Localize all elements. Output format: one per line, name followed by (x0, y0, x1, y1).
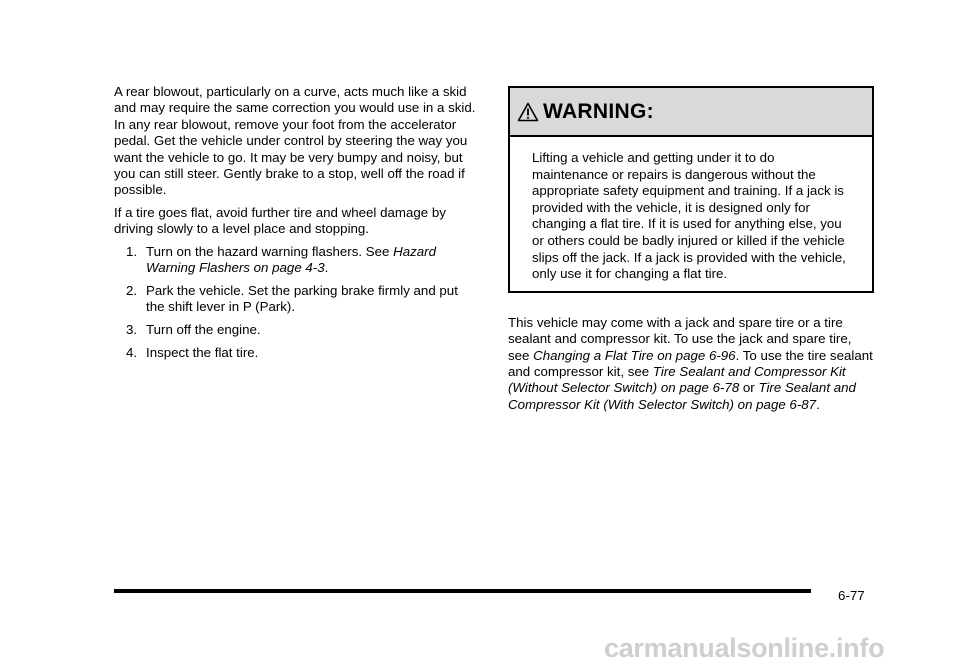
warning-box (508, 86, 874, 293)
right-column (508, 86, 874, 413)
rear-blowout-paragraph: A rear blowout, particularly on a curve, acts much like a skid and may require the same correction you would use in a skid. In any rear blowout, remove your foot from the accelerator pedal. Get the vehicle under control by steering the way you want the vehicle to go. It may be very bumpy and noisy, but you can still steer. Gently brake to a stop, well off the road if possible. (114, 84, 476, 198)
step-number: 4. (126, 345, 138, 361)
text-span: . (816, 396, 820, 412)
steps-list (114, 244, 476, 362)
step-text: Inspect the flat tire. (146, 345, 259, 361)
step-number: 1. (126, 243, 138, 259)
step-text: Turn on the hazard warning flashers. See (146, 243, 394, 259)
warning-body (510, 137, 872, 291)
warning-title: WARNING: (543, 99, 654, 123)
warning-header (510, 88, 872, 137)
sealant-kit-without-switch-link[interactable]: Tire Sealant and Compressor Kit (Without Selector Switch) on page 6-78 (508, 363, 846, 396)
footer-rule (114, 589, 811, 593)
warning-triangle-icon (517, 102, 539, 122)
step-text: Park the vehicle. Set the parking brake firmly and put the shift lever in P (Park). (146, 282, 458, 315)
changing-flat-tire-link[interactable]: Changing a Flat Tire on page 6-96 (533, 347, 736, 363)
list-item (114, 244, 476, 277)
text-span: This vehicle may come with a jack and spare tire or a tire sealant and compressor kit. To use the jack and spare tire, see (508, 314, 852, 363)
hazard-flashers-link[interactable]: Hazard Warning Flashers on page 4-3 (146, 243, 436, 276)
list-item (114, 322, 476, 338)
text-span: or (739, 380, 759, 396)
page-number: 6-77 (838, 588, 865, 603)
sealant-kit-with-switch-link[interactable]: Tire Sealant and Compressor Kit (With Selector Switch) on page 6-87 (508, 380, 856, 412)
flat-tire-intro-paragraph: If a tire goes flat, avoid further tire and wheel damage by driving slowly to a level place and stopping. (114, 204, 446, 237)
jack-info-paragraph (508, 315, 874, 413)
list-item (114, 283, 476, 316)
step-text: Turn off the engine. (146, 322, 261, 338)
step-number: 3. (126, 322, 138, 338)
text-span: . To use the tire sealant and compressor kit, see (508, 347, 873, 379)
warning-text: Lifting a vehicle and getting under it to do maintenance or repairs is dangerous without the appropriate safety equipment and training. If a jack is provided with the vehicle, it is designed only for changing a flat tire. If it is used for anything else, you or others could be badly injured or killed if the vehicle slips off the jack. If a jack is provided with the vehicle, only use it for changing a flat tire. (532, 150, 846, 282)
step-number: 2. (126, 282, 138, 298)
step-tail: . (324, 260, 329, 276)
watermark: carmanualsonline.info (604, 633, 885, 663)
list-item (114, 345, 476, 361)
left-column (114, 84, 476, 368)
